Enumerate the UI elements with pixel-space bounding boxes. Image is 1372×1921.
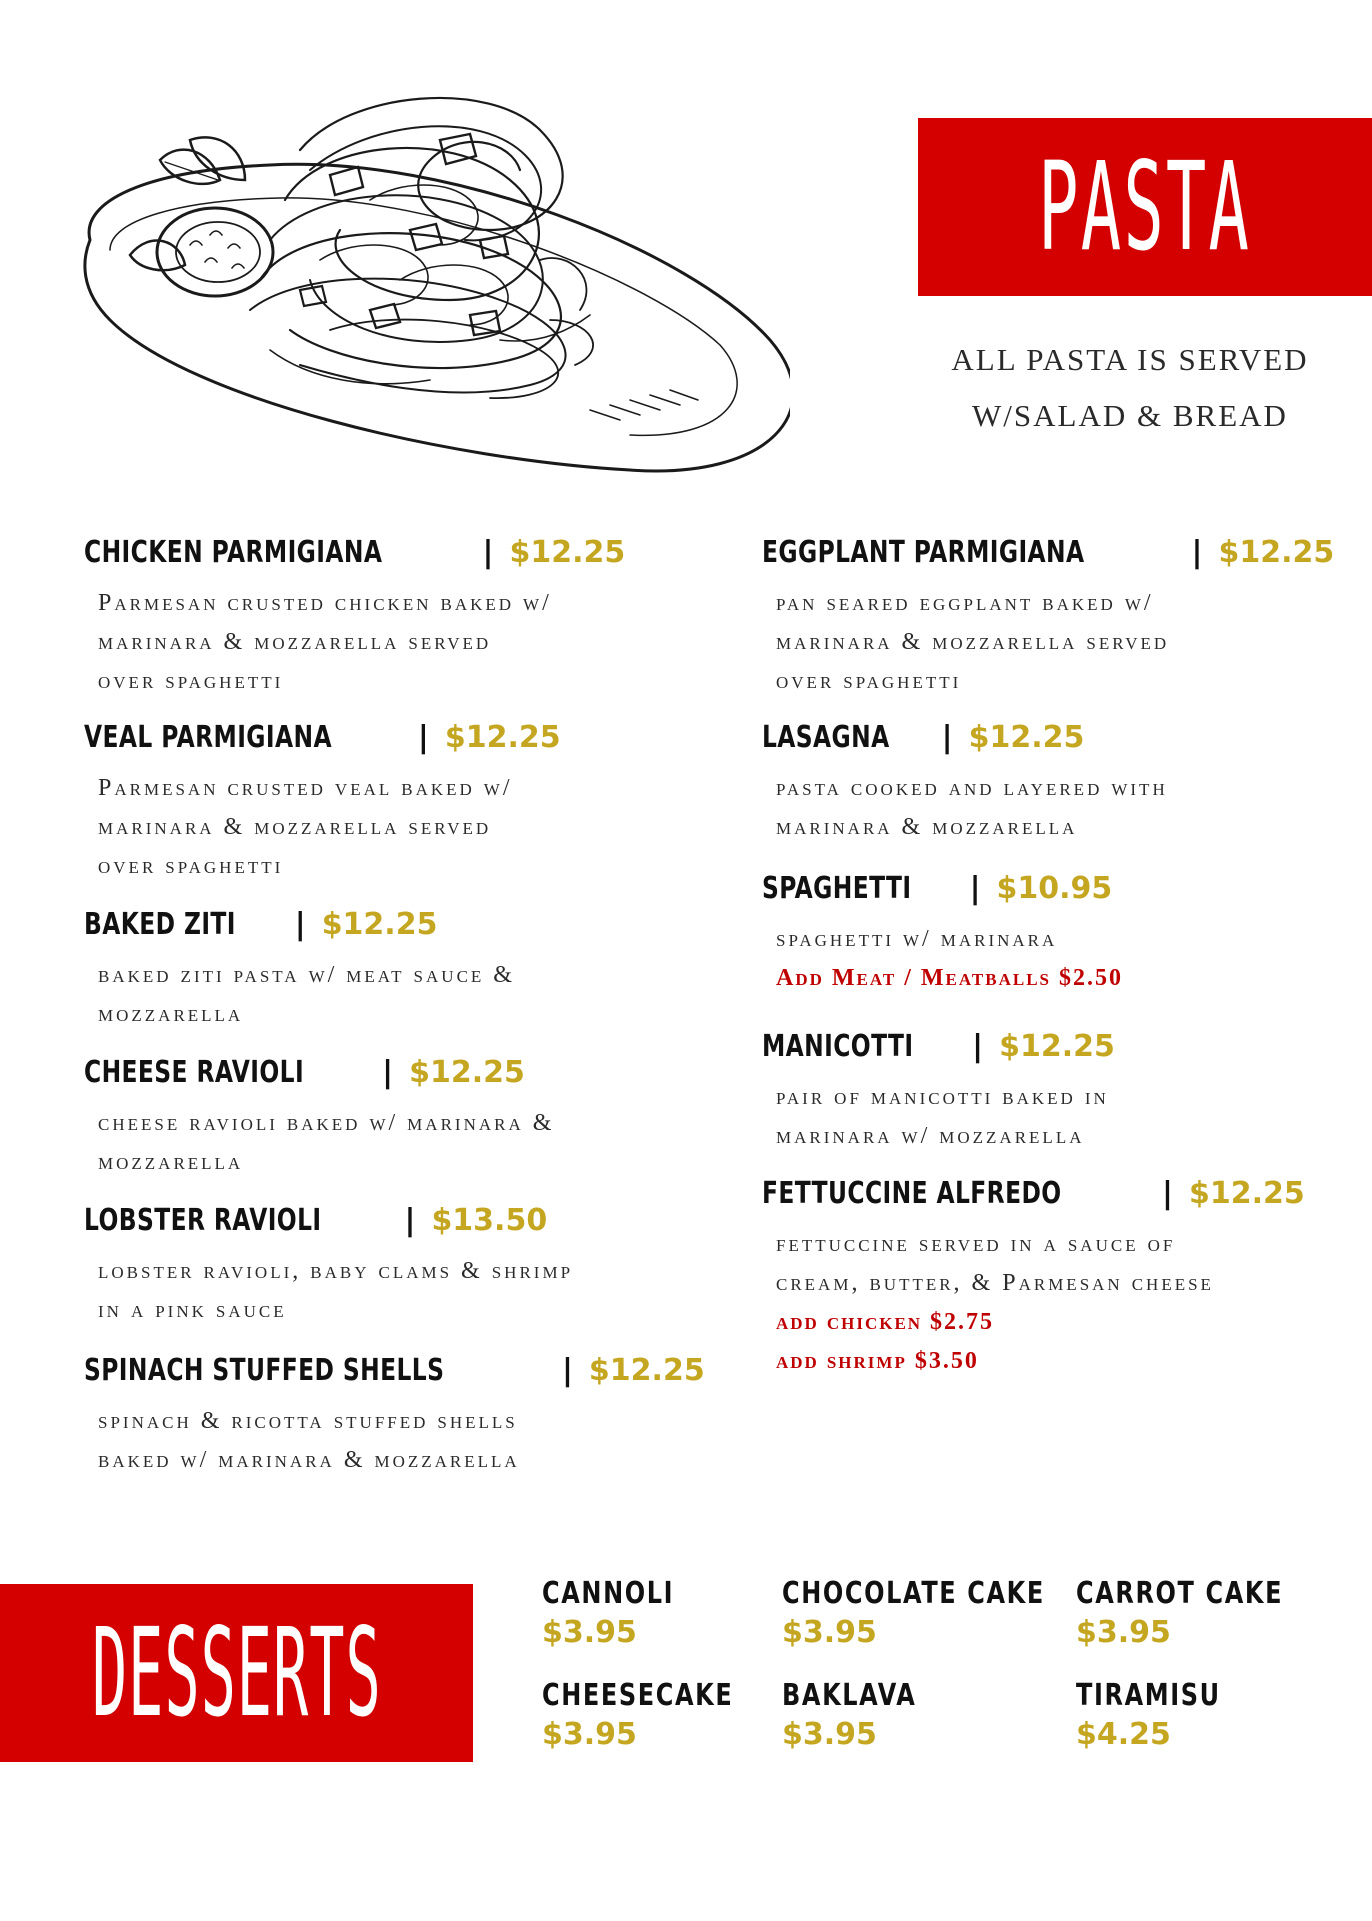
- desc-line: pair of manicotti baked in: [776, 1084, 1109, 1110]
- item-description: [776, 920, 1362, 998]
- dessert-name: CHEESECAKE: [542, 1678, 734, 1713]
- item-price: $12.25: [409, 1055, 525, 1090]
- dessert-item: [1076, 1678, 1257, 1752]
- item-name: FETTUCCINE ALFREDO: [762, 1176, 1062, 1211]
- menu-item: [84, 1050, 724, 1182]
- desc-line: baked ziti pasta w/ meat sauce &: [98, 962, 515, 988]
- separator: |: [482, 535, 494, 570]
- served-note: [918, 332, 1342, 444]
- dessert-name: CARROT CAKE: [1076, 1576, 1284, 1611]
- item-price: $12.25: [588, 1353, 705, 1388]
- item-description: [776, 769, 1362, 847]
- desc-line: marinara & mozzarella: [776, 814, 1078, 840]
- item-price: $12.25: [1189, 1176, 1305, 1211]
- item-name: VEAL PARMIGIANA: [84, 720, 332, 755]
- spaghetti-plate-illustration: [70, 80, 790, 500]
- separator: |: [404, 1203, 416, 1238]
- desc-line: marinara & mozzarella served: [98, 814, 492, 840]
- item-description: [98, 1252, 724, 1330]
- desc-line: over spaghetti: [776, 668, 962, 694]
- item-name: LOBSTER RAVIOLI: [84, 1203, 322, 1238]
- item-name: CHICKEN PARMIGIANA: [84, 535, 383, 570]
- separator: |: [969, 871, 981, 906]
- served-note-line: ALL PASTA IS SERVED: [951, 342, 1309, 377]
- item-price: $12.25: [968, 720, 1085, 755]
- item-name: CHEESE RAVIOLI: [84, 1055, 305, 1090]
- desc-line: cream, butter, & Parmesan cheese: [776, 1270, 1214, 1296]
- dessert-item: [542, 1576, 707, 1650]
- desc-line: over spaghetti: [98, 668, 284, 694]
- addon-line: Add Meat / Meatballs $2.50: [776, 965, 1123, 991]
- desserts-title: DESSERTS: [91, 1602, 382, 1744]
- desc-line: cheese ravioli baked w/ marinara &: [98, 1110, 555, 1136]
- item-price: $10.95: [996, 871, 1113, 906]
- dessert-price: $3.95: [542, 1717, 637, 1752]
- item-description: [98, 584, 724, 701]
- desc-line: over spaghetti: [98, 853, 284, 879]
- pasta-title-banner: [918, 118, 1372, 296]
- separator: |: [417, 720, 429, 755]
- separator: |: [1162, 1176, 1173, 1211]
- dessert-item: [782, 1678, 950, 1752]
- addon-line: add chicken $2.75: [776, 1309, 995, 1335]
- dessert-name: CANNOLI: [542, 1576, 675, 1611]
- desc-line: Parmesan crusted chicken baked w/: [98, 590, 552, 616]
- item-price: $12.25: [321, 907, 438, 942]
- dessert-item: [782, 1576, 1111, 1650]
- menu-item: [84, 902, 724, 1034]
- item-description: [98, 1104, 724, 1182]
- dessert-price: $3.95: [782, 1717, 877, 1752]
- desc-line: pan seared eggplant baked w/: [776, 590, 1154, 616]
- dessert-name: BAKLAVA: [782, 1678, 917, 1713]
- separator: |: [1191, 535, 1203, 570]
- desserts-title-banner: [0, 1584, 473, 1762]
- desc-line: mozzarella: [98, 1001, 244, 1027]
- desc-line: pasta cooked and layered with: [776, 775, 1168, 801]
- desc-line: lobster ravioli, baby clams & shrimp: [98, 1258, 574, 1284]
- separator: |: [294, 907, 306, 942]
- dessert-item: [542, 1678, 781, 1752]
- dessert-price: $4.25: [1076, 1717, 1171, 1752]
- item-description: [776, 1225, 1362, 1381]
- dessert-name: CHOCOLATE CAKE: [782, 1576, 1045, 1611]
- separator: |: [941, 720, 953, 755]
- item-description: [776, 1078, 1362, 1156]
- desc-line: baked w/ marinara & mozzarella: [98, 1447, 520, 1473]
- menu-item: [84, 530, 724, 701]
- dessert-price: $3.95: [1076, 1615, 1171, 1650]
- item-name: BAKED ZITI: [84, 907, 236, 942]
- item-description: [98, 1402, 724, 1480]
- item-price: $12.25: [999, 1029, 1115, 1064]
- item-description: [98, 769, 724, 886]
- dessert-item: [1076, 1576, 1335, 1650]
- menu-item: [84, 1348, 724, 1480]
- separator: |: [561, 1353, 573, 1388]
- item-name: MANICOTTI: [762, 1029, 914, 1064]
- item-price: $13.50: [431, 1203, 548, 1238]
- desc-line: spaghetti w/ marinara: [776, 926, 1058, 952]
- item-name: LASAGNA: [762, 720, 890, 755]
- item-price: $12.25: [509, 535, 626, 570]
- desc-line: marinara & mozzarella served: [98, 629, 492, 655]
- dessert-name: TIRAMISU: [1076, 1678, 1221, 1713]
- desc-line: marinara w/ mozzarella: [776, 1123, 1085, 1149]
- menu-item: [762, 530, 1362, 701]
- item-name: EGGPLANT PARMIGIANA: [762, 535, 1085, 570]
- dessert-price: $3.95: [542, 1615, 637, 1650]
- menu-item: [84, 715, 724, 886]
- pasta-title: PASTA: [1038, 136, 1252, 278]
- menu-item: [762, 1171, 1362, 1381]
- dessert-price: $3.95: [782, 1615, 877, 1650]
- desc-line: marinara & mozzarella served: [776, 629, 1170, 655]
- menu-item: [762, 866, 1362, 998]
- menu-item: [762, 715, 1362, 847]
- item-description: [776, 584, 1362, 701]
- item-price: $12.25: [444, 720, 561, 755]
- desc-line: spinach & ricotta stuffed shells: [98, 1408, 518, 1434]
- separator: |: [382, 1055, 394, 1090]
- separator: |: [972, 1029, 984, 1064]
- menu-item: [84, 1198, 724, 1330]
- addon-line: add shrimp $3.50: [776, 1348, 979, 1374]
- item-name: SPINACH STUFFED SHELLS: [84, 1353, 445, 1388]
- item-price: $12.25: [1218, 535, 1335, 570]
- menu-item: [762, 1024, 1362, 1156]
- item-description: [98, 956, 724, 1034]
- desc-line: fettuccine served in a sauce of: [776, 1231, 1176, 1257]
- item-name: SPAGHETTI: [762, 871, 912, 906]
- served-note-line: W/SALAD & BREAD: [972, 398, 1288, 433]
- desc-line: in a pink sauce: [98, 1297, 287, 1323]
- desc-line: mozzarella: [98, 1149, 244, 1175]
- desc-line: Parmesan crusted veal baked w/: [98, 775, 513, 801]
